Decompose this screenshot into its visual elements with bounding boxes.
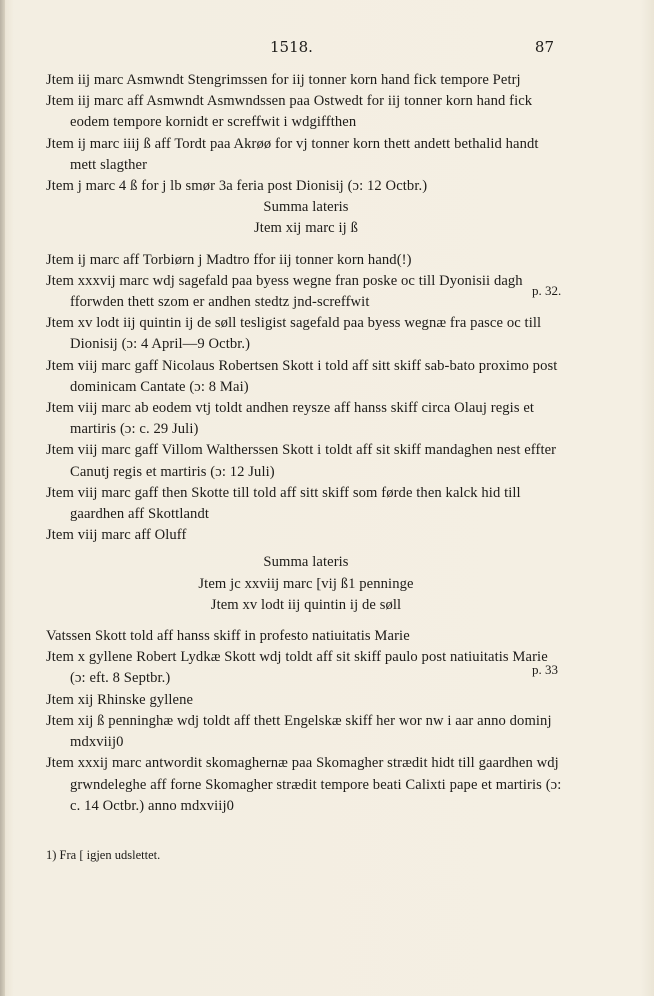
entry: Jtem j marc 4 ß for j lb smør 3a feria post Dionisij (ɔ: 12 Octbr.) <box>46 178 428 195</box>
summa-total: Jtem xij marc ij ß <box>254 220 358 237</box>
entry: Vatssen Skott told aff hanss skiff in profesto natiuitatis Marie <box>46 628 410 645</box>
margin-page-ref: p. 32. <box>532 283 562 298</box>
summa-heading: Summa lateris <box>263 554 349 571</box>
page-year: 1518. <box>270 38 313 56</box>
entry: Jtem ij marc aff Torbiørn j Madtro ffor iij tonner korn hand(!) <box>46 251 412 268</box>
footnote: 1) Fra [ igjen udslettet. <box>46 848 161 862</box>
entry: Jtem xxxij marc antwordit skomaghernæ paa Skomagher strædit hidt till gaardhen wdj grwndeleghe aff forne Skomagher strædit tempore beati Calixti pape et martiris (ɔ: c. 14 Octbr.) anno mdxviij0 <box>46 755 562 814</box>
document-body <box>46 70 566 817</box>
summa-total: Jtem jc xxviij marc [vij ß1 penninge <box>198 575 414 592</box>
entry: Jtem xij ß penninghæ wdj toldt aff thett Engelskæ skiff her wor nw i aar anno dominj mdxviij0 <box>46 712 552 751</box>
entry: Jtem xxxvij marc wdj sagefald paa byess wegne fran poske oc till Dyonisii dagh fforwden thett szom er andhen stedtz jnd-screffwit <box>46 272 523 311</box>
margin-page-ref: p. 33 <box>532 662 558 677</box>
running-head <box>0 38 654 62</box>
entry: Jtem viij marc gaff then Skotte till told aff sitt skiff som førde then kalck hid till gaardhen aff Skottlandt <box>46 484 521 523</box>
page-number: 87 <box>534 38 554 56</box>
entry: Jtem iij marc aff Asmwndt Asmwndssen paa Ostwedt for iij tonner korn hand fick eodem tempore kornidt er screffwit i wdgiffthen <box>46 93 533 131</box>
entry: Jtem iij marc Asmwndt Stengrimssen for iij tonner korn hand fick tempore Petrj <box>46 72 521 88</box>
entry: Jtem xv lodt iij quintin ij de søll tesligist sagefald paa byess wegnæ fra pasce oc till Dionisij (ɔ: 4 April—9 Octbr.) <box>46 315 542 353</box>
summa-total: Jtem xv lodt iij quintin ij de søll <box>210 596 402 613</box>
entry: Jtem x gyllene Robert Lydkæ Skott wdj toldt aff sit skiff paulo post natiuitatis Marie (ɔ: eft. 8 Septbr.) <box>46 649 548 687</box>
entry: Jtem xij Rhinske gyllene <box>46 691 194 708</box>
entry: Jtem viij marc aff Oluff <box>46 527 187 544</box>
entry: Jtem ij marc iiij ß aff Tordt paa Akrøø for vj tonner korn thett andett bethalid handt mett slagther <box>46 135 539 173</box>
entry: Jtem viij marc gaff Villom Waltherssen Skott i toldt aff sit skiff mandaghen nest effter Canutj regis et martiris (ɔ: 12 Juli) <box>46 442 557 480</box>
page-binding-edge <box>0 0 5 996</box>
summa-heading: Summa lateris <box>263 199 349 216</box>
entry: Jtem viij marc gaff Nicolaus Robertsen Skott i told aff sitt skiff sab-bato proximo post dominicam Cantate (ɔ: 8 Mai) <box>46 357 558 395</box>
entry: Jtem viij marc ab eodem vtj toldt andhen reysze aff hanss skiff circa Olauj regis et martiris (ɔ: c. 29 Juli) <box>46 400 535 438</box>
